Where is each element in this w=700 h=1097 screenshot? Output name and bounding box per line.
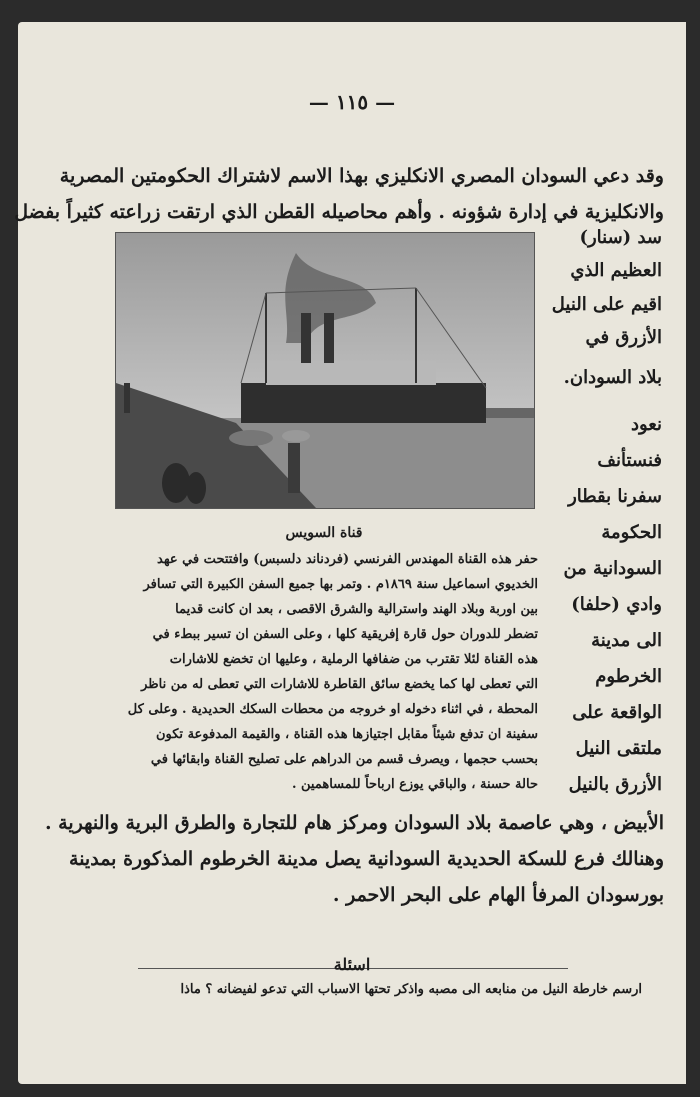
- side-text-line: سفرنا بقطار: [568, 486, 662, 507]
- body-line: وهنالك فرع للسكة الحديدية السودانية يصل مدينة الخرطوم المذكورة بمدينة: [69, 848, 664, 870]
- suez-canal-photo: [115, 232, 535, 509]
- side-text-line: العظيم الذي: [570, 260, 662, 281]
- caption-line: بحسب حجمها ، ويصرف قسم من الدراهم على تصليح القناة وابقائها في: [150, 752, 538, 767]
- side-text-line: ملتقى النيل: [575, 738, 662, 759]
- side-text-line: الواقعة على: [572, 702, 662, 723]
- caption-line: حالة حسنة ، والباقي يوزع ارباحاً للمساهمين .: [291, 777, 538, 792]
- caption-line: الخديوي اسماعيل سنة ١٨٦٩م . وتمر بها جميع السفن الكبيرة التي تسافر: [143, 577, 538, 592]
- exercise-title: اسئلة: [333, 955, 371, 974]
- side-text-line: فنستأنف: [597, 450, 662, 471]
- body-line: بورسودان المرفأ الهام على البحر الاحمر .: [332, 884, 664, 906]
- exercise-question: ارسم خارطة النيل من منابعه الى مصبه واذكر تحتها الاسباب التي تدعو لفيضانه ؟ ماذا: [180, 982, 642, 997]
- body-line: الأبيض ، وهي عاصمة بلاد السودان ومركز هام للتجارة والطرق البرية والنهرية .: [44, 812, 664, 834]
- side-text-line: الخرطوم: [595, 666, 662, 687]
- caption-line: المحطة ، في اثناء دخوله او خروجه من محطات السكك الحديدية . وعلى كل: [127, 702, 538, 717]
- caption-line: التي تعطى لها كما يخضع سائق القاطرة للاشارات التي تعطى له من ناظر: [141, 677, 538, 692]
- caption-line: حفر هذه القناة المهندس الفرنسي (فردناند دلسبس) وافتتحت في عهد: [157, 552, 538, 567]
- side-text-line: نعود: [630, 414, 662, 435]
- side-text-line: وادي (حلفا): [571, 594, 662, 615]
- photo-caption-title: قناة السويس: [285, 525, 363, 541]
- side-text-line: بلاد السودان.: [563, 367, 662, 388]
- side-text-line: السودانية من: [563, 558, 662, 579]
- side-text-line: اقيم على النيل: [551, 294, 662, 315]
- caption-line: هذه القناة لئلا تقترب من ضفافها الرملية ، وعليها ان تخضع للاشارات: [169, 652, 538, 667]
- intro-line: والانكليزية في إدارة شؤونه . وأهم محاصيله القطن الذي ارتقت زراعته كثيراً بفضل: [14, 201, 664, 223]
- side-text-line: سد (سنار): [579, 227, 662, 248]
- page-number: — ١١٥ —: [308, 90, 396, 114]
- book-page: [14, 22, 686, 1084]
- side-text-line: الى مدينة: [591, 630, 662, 651]
- side-text-line: الأزرق في: [585, 327, 662, 348]
- side-text-line: الحكومة: [601, 522, 662, 543]
- caption-line: بين اوربة وبلاد الهند واسترالية والشرق الاقصى ، بعد ان كانت قديما: [175, 602, 538, 617]
- intro-line: وقد دعي السودان المصري الانكليزي بهذا الاسم لاشتراك الحكومتين المصرية: [59, 165, 664, 187]
- caption-line: تضطر للدوران حول قارة إفريقية كلها ، وعلى السفن ان تسير ببطء في: [152, 627, 538, 642]
- side-text-line: الأزرق بالنيل: [568, 774, 662, 795]
- caption-line: سفينة ان تدفع شيئاً مقابل اجتيازها هذه القناة ، والقيمة المدفوعة تكون: [155, 727, 538, 742]
